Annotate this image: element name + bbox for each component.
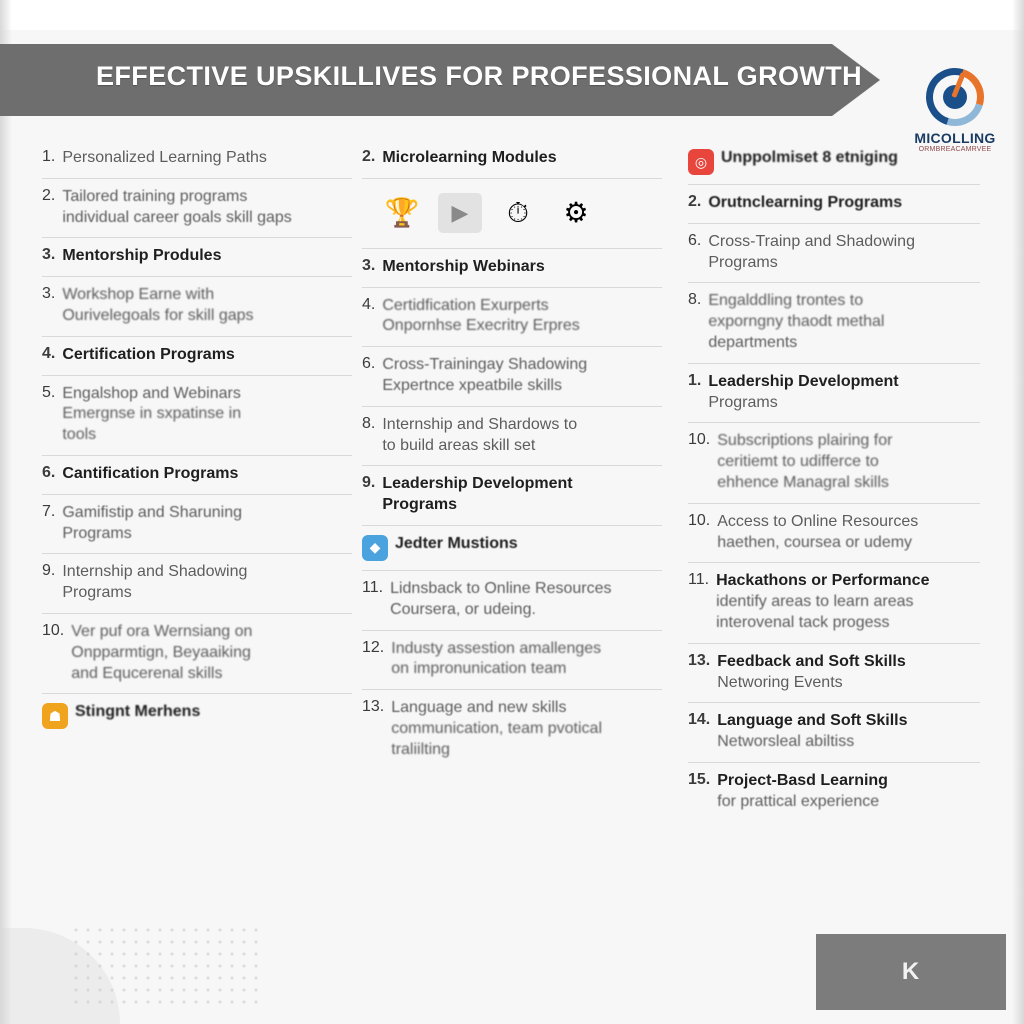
list-item-content xyxy=(362,534,658,561)
list-item-content xyxy=(688,291,976,353)
list-item-text xyxy=(62,285,348,327)
list-item-title: Ver puf ora Wernsiang on xyxy=(71,622,253,640)
list-item xyxy=(688,423,980,503)
list-item-content xyxy=(688,372,976,414)
list-item-content xyxy=(42,187,348,229)
list-item-detail: departments xyxy=(708,333,798,351)
list-item-number: 2. xyxy=(42,186,56,204)
list-item-detail: and Equcerenal skills xyxy=(71,664,223,682)
brand-subtitle: ORMBREACAMRVEE xyxy=(918,146,992,153)
list-item-title: Orutnclearning Programs xyxy=(708,194,903,211)
list-item-title: Hackathons or Performance xyxy=(716,572,930,590)
list-item xyxy=(362,179,662,249)
list-item-text xyxy=(382,257,658,278)
list-item-title: Cross-Trainp and Shadowing xyxy=(708,232,915,250)
list-item-text xyxy=(391,639,658,681)
list-item-title: Leadership Development xyxy=(708,372,899,390)
list-item-content xyxy=(688,431,976,493)
list-item xyxy=(362,466,662,526)
list-item-number: 8. xyxy=(688,291,702,309)
list-item xyxy=(42,456,352,495)
list-item-detail: Coursera, or udeing. xyxy=(390,600,536,618)
list-item xyxy=(42,140,352,179)
list-item-detail: Networsleal abiltiss xyxy=(717,733,855,751)
list-item xyxy=(362,249,662,288)
list-item-content xyxy=(362,474,658,516)
list-item xyxy=(688,185,980,224)
list-item-title: Mentorship Produles xyxy=(62,247,222,265)
list-item-title: Subscriptions plairing for xyxy=(717,432,893,450)
list-item-detail: Programs xyxy=(708,393,778,411)
list-item-number: 6. xyxy=(688,231,702,249)
list-item-detail: ceritiemt to udifferce to xyxy=(717,453,879,471)
list-item-content xyxy=(42,285,348,327)
list-item xyxy=(42,694,352,738)
list-item-title: Certification Programs xyxy=(62,345,235,363)
list-item-number: 4. xyxy=(42,344,56,362)
list-item xyxy=(362,526,662,571)
list-item-title: Tailored training programs xyxy=(62,187,248,205)
list-item-number: 9. xyxy=(362,474,376,492)
play-button-icon: ▶ xyxy=(438,193,482,233)
list-item-detail: haethen, coursea or udemy xyxy=(717,533,913,551)
list-item-text xyxy=(708,372,976,414)
list-item-number: 7. xyxy=(42,502,56,520)
list-item-number: 11. xyxy=(688,571,710,589)
list-item-number: 10. xyxy=(42,621,65,639)
page-title: EFFECTIVE UPSKILLIVES FOR PROFESSIONAL GROWTH xyxy=(96,61,863,91)
list-item-content xyxy=(362,148,658,169)
list-item xyxy=(362,571,662,631)
list-item-detail: on impronunication team xyxy=(391,660,567,678)
list-item-text xyxy=(382,355,658,397)
list-item-text xyxy=(391,698,658,760)
list-item-detail: traliilting xyxy=(391,740,450,758)
list-item-detail: Emergnse in sxpatinse in xyxy=(62,405,242,423)
list-item-content xyxy=(42,503,348,545)
list-item xyxy=(362,631,662,691)
list-item xyxy=(688,644,980,704)
list-item-detail: individual career goals skill gaps xyxy=(62,208,292,226)
list-item-title: Leadership Development xyxy=(382,475,573,493)
list-item-text xyxy=(717,652,976,694)
list-item-text xyxy=(717,771,976,813)
list-item-number: 10. xyxy=(688,431,711,449)
list-item-text xyxy=(62,503,348,545)
list-item xyxy=(688,763,980,822)
list-item-number: 4. xyxy=(362,295,376,313)
list-item xyxy=(42,337,352,376)
list-item-number: 8. xyxy=(362,414,376,432)
list-item-detail: for prattical experience xyxy=(717,792,880,810)
list-item-title: Engalshop and Webinars xyxy=(62,384,241,402)
list-item-number: 2. xyxy=(688,193,702,210)
icon-strip xyxy=(362,187,658,239)
list-item-text xyxy=(382,148,658,169)
list-item-content xyxy=(688,512,976,554)
gear-icon: ⚙ xyxy=(563,196,589,228)
list-item-detail: ehhence Managral skills xyxy=(717,473,889,491)
footer-dot-pattern xyxy=(70,924,260,1010)
footer-badge xyxy=(816,934,1006,1010)
list-item-detail: Networing Events xyxy=(717,673,843,691)
list-item-text xyxy=(62,345,348,366)
list-item-text xyxy=(717,711,976,753)
list-item-title: Unppolmiset 8 etniging xyxy=(721,149,898,166)
list-item-title: Feedback and Soft Skills xyxy=(717,652,906,670)
list-item-text xyxy=(390,579,658,621)
list-item-content xyxy=(688,711,976,753)
list-item-content xyxy=(42,148,348,169)
list-item xyxy=(42,238,352,277)
list-item-content xyxy=(688,771,976,813)
list-item-content xyxy=(362,698,658,760)
list-item-title: Cross-Trainingay Shadowing xyxy=(382,356,588,374)
list-item-text xyxy=(62,562,348,604)
list-item xyxy=(688,283,980,363)
list-item-detail: identify areas to learn areas xyxy=(716,593,914,611)
list-item-detail: Programs xyxy=(62,584,132,602)
list-item-content xyxy=(42,562,348,604)
list-item-number: 9. xyxy=(42,562,56,580)
list-item-title: Personalized Learning Paths xyxy=(62,149,267,166)
list-item-text xyxy=(717,512,976,554)
list-item-title: Jedter Mustions xyxy=(395,534,518,552)
diamond-icon: ◆ xyxy=(362,535,388,561)
list-item xyxy=(362,407,662,467)
document-header xyxy=(0,44,1024,153)
list-item xyxy=(688,224,980,284)
list-item-text xyxy=(75,702,348,723)
list-item-content xyxy=(42,384,348,446)
list-item-text xyxy=(708,193,976,214)
footer-badge-label: K xyxy=(901,958,921,985)
list-item-number: 11. xyxy=(362,578,384,596)
list-item xyxy=(362,288,662,348)
circular-arrow-logo-icon xyxy=(926,68,984,126)
list-item-content xyxy=(688,232,976,274)
list-item-content xyxy=(362,257,658,278)
list-item-detail: to build areas skill set xyxy=(382,436,536,454)
brand-name: MICOLLING xyxy=(914,130,996,146)
list-item-text xyxy=(708,232,976,274)
list-item-title: Internship and Shardows to xyxy=(382,415,578,433)
list-item-title: Engalddling trontes to xyxy=(708,292,864,310)
list-item-content xyxy=(362,639,658,681)
list-item-content xyxy=(362,579,658,621)
list-item-title: Lidnsback to Online Resources xyxy=(390,579,612,597)
list-item-text xyxy=(382,415,658,457)
list-columns xyxy=(0,140,1024,940)
list-item-number: 3. xyxy=(42,285,56,303)
list-item-text xyxy=(716,571,976,633)
target-icon: ◎ xyxy=(688,149,714,175)
column-middle xyxy=(362,140,662,770)
list-item-detail: Programs xyxy=(62,524,132,542)
list-item-title: Cantification Programs xyxy=(62,464,239,482)
list-item-detail: Onpornhse Execritry Erpres xyxy=(382,317,580,335)
list-item xyxy=(688,563,980,643)
list-item-number: 6. xyxy=(362,355,376,373)
list-item-title: Internship and Shadowing xyxy=(62,563,248,581)
list-item-detail: Programs xyxy=(382,496,458,514)
trophy-icon: 🏆 xyxy=(384,196,420,228)
list-item-title: Workshop Earne with xyxy=(62,286,215,304)
list-item-number: 2. xyxy=(362,148,376,165)
list-item-number: 15. xyxy=(688,770,711,788)
list-item-number: 3. xyxy=(362,256,376,274)
list-item-number: 12. xyxy=(362,638,385,656)
list-item-text xyxy=(62,464,348,485)
list-item-number: 13. xyxy=(362,698,385,716)
list-item-detail: Ourivelegoals for skill gaps xyxy=(62,306,254,324)
list-item-content xyxy=(42,246,348,267)
list-item-text xyxy=(71,622,348,684)
list-item-text xyxy=(382,474,658,516)
list-item-text xyxy=(708,291,976,353)
clock-icon: ⏱ xyxy=(507,196,529,228)
list-item xyxy=(688,364,980,424)
list-item-number: 14. xyxy=(688,711,711,729)
list-item xyxy=(362,140,662,179)
list-item xyxy=(42,376,352,456)
list-item xyxy=(362,690,662,769)
brand-logo xyxy=(896,68,1014,153)
list-item-content xyxy=(362,355,658,397)
list-item-detail: Onpparmtign, Beyaaiking xyxy=(71,643,251,661)
list-item-detail: tools xyxy=(62,426,97,444)
list-item-text xyxy=(62,384,348,446)
list-item-title: Industy assestion amallenges xyxy=(391,639,602,657)
list-item-content xyxy=(42,702,348,729)
list-item xyxy=(688,504,980,564)
list-item xyxy=(42,277,352,337)
list-item-number: 1. xyxy=(42,148,56,165)
list-item-number: 5. xyxy=(42,383,56,401)
page-top-margin xyxy=(0,0,1024,30)
list-item-content xyxy=(42,464,348,485)
column-right xyxy=(688,140,980,822)
list-item-content xyxy=(688,571,976,633)
list-item-content xyxy=(362,296,658,338)
list-item-content xyxy=(688,193,976,214)
list-item xyxy=(42,554,352,614)
list-item xyxy=(42,495,352,555)
list-item-title: Language and new skills xyxy=(391,699,567,717)
column-left xyxy=(42,140,352,738)
list-item xyxy=(362,347,662,407)
list-item-number: 10. xyxy=(688,511,711,529)
list-item-number: 13. xyxy=(688,651,711,669)
list-item-text xyxy=(62,148,348,169)
list-item-text xyxy=(62,187,348,229)
list-item xyxy=(42,614,352,694)
list-item-title: Mentorship Webinars xyxy=(382,257,545,275)
list-item-title: Language and Soft Skills xyxy=(717,712,908,730)
list-item-title: Stingnt Merhens xyxy=(75,703,201,721)
list-item-title: Access to Online Resources xyxy=(717,512,919,530)
list-item-content xyxy=(42,622,348,684)
list-item-content xyxy=(42,345,348,366)
list-item-detail: exporngny thaodt methal xyxy=(708,313,885,331)
list-item-text xyxy=(382,296,658,338)
list-item-title: Gamifistip and Sharuning xyxy=(62,503,242,521)
list-item-content xyxy=(688,652,976,694)
list-item-number: 3. xyxy=(42,246,56,264)
list-item-text xyxy=(395,534,658,555)
list-item-detail: Programs xyxy=(708,253,778,271)
list-item-text xyxy=(62,246,348,267)
list-item-detail: interovenal tack progess xyxy=(716,613,890,631)
list-item xyxy=(42,179,352,239)
list-item-detail: communication, team pvotical xyxy=(391,719,603,737)
user-badge-icon: ☗ xyxy=(42,703,68,729)
list-item-number: 1. xyxy=(688,371,702,389)
list-item-title: Certidfication Exurperts xyxy=(382,296,549,314)
list-item-detail: Expertnce xpeatbile skills xyxy=(382,376,562,394)
list-item-content xyxy=(362,415,658,457)
list-item-title: Project-Basd Learning xyxy=(717,771,888,789)
list-item-text xyxy=(717,431,976,493)
list-item-title: Microlearning Modules xyxy=(382,149,557,166)
list-item xyxy=(688,703,980,763)
list-item-number: 6. xyxy=(42,463,56,481)
